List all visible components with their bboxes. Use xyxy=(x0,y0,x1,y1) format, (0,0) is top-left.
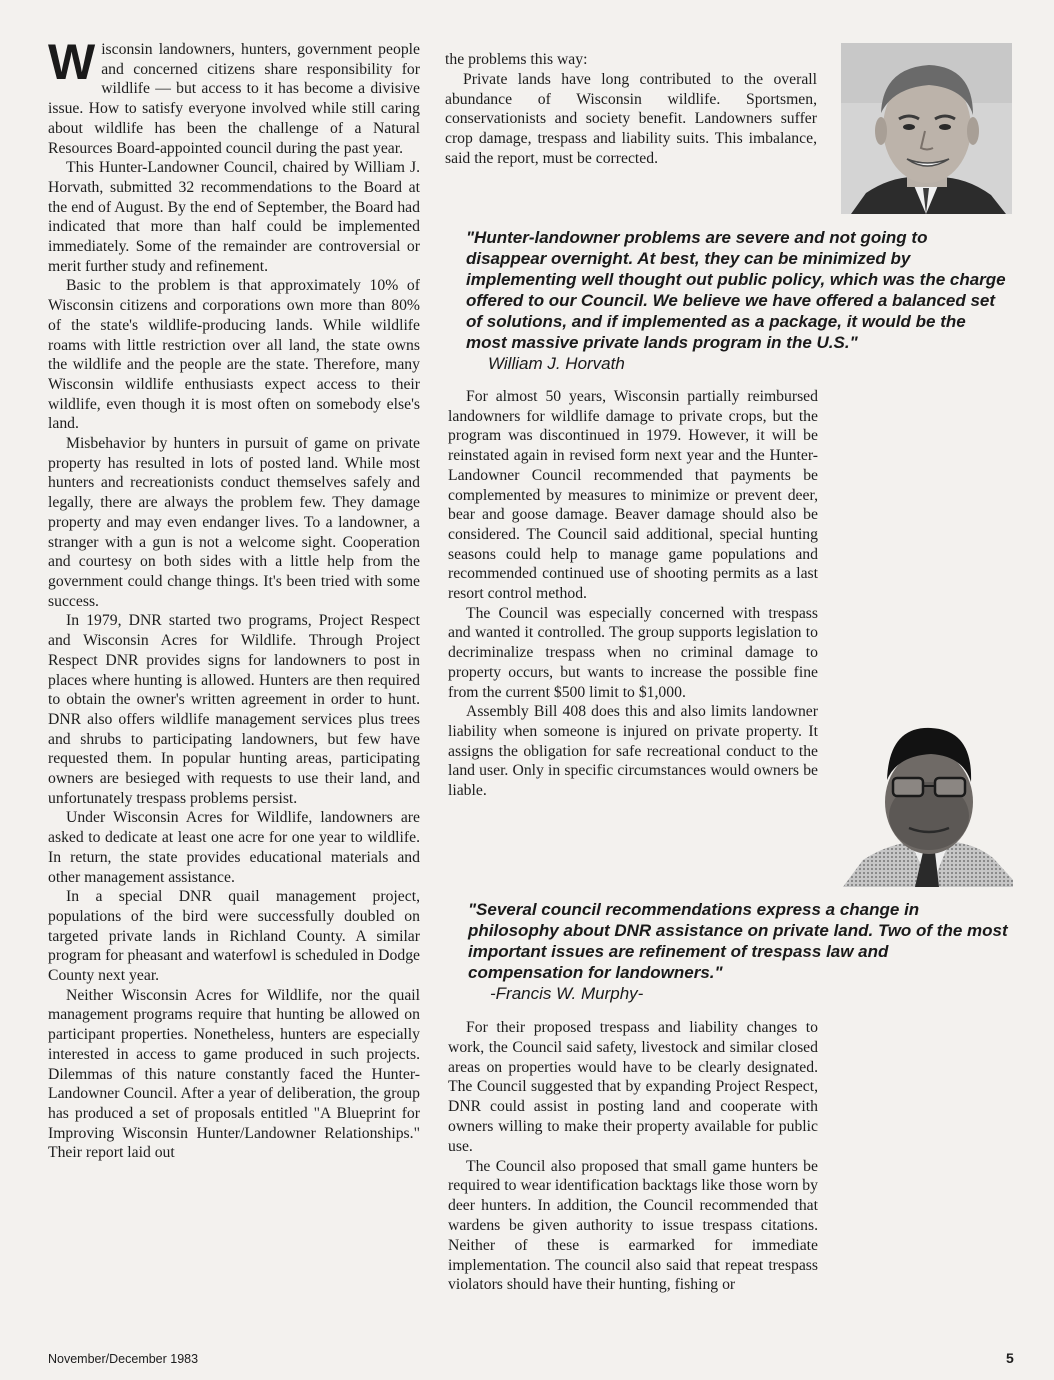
article-paragraph: For almost 50 years, Wisconsin partially reimbursed landowners for wildlife damage to private crops, but the program was discontinued in 1979. However, it will be reinstated again in revised form next year and the Hunter-Landowner Council recommended that payments be complemented by measures to minimize or prevent deer, bear and goose damage. Beaver damage should also be considered. The Council said additional, special hunting seasons could help to manage game populations and recommended continued use of shooting permits as a last resort control method. xyxy=(448,388,818,603)
murphy-portrait xyxy=(843,720,1013,887)
right-column-middle xyxy=(448,387,818,801)
article-paragraph: Under Wisconsin Acres for Wildlife, landowners are asked to dedicate at least one acre for one year to wildlife. In return, the state provides educational materials and other management assistance. xyxy=(48,809,420,886)
article-paragraph: Wisconsin landowners, hunters, government people and concerned citizens share responsibility for wildlife — but access to it has become a divisive issue. How to satisfy everyone involved while still caring about wildlife has been the challenge of a Natural Resources Board-appointed council during the past year. xyxy=(48,34,420,157)
article-paragraph: Neither Wisconsin Acres for Wildlife, nor the quail management programs require that hunting be allowed on participant properties. Nonetheless, hunters are especially interested in access to game produced in such projects. Dilemmas of this nature constantly faced the Hunter-Landowner Council. After a year of deliberation, the group has produced a set of proposals entitled "A Blueprint for Improving Wisconsin Hunter/Landowner Relationships." Their report laid out xyxy=(48,986,420,1162)
pull-quote-attribution: -Francis W. Murphy- xyxy=(490,984,644,1003)
article-paragraph: This Hunter-Landowner Council, chaired by William J. Horvath, submitted 32 recommendations to the Board at the end of August. By the end of September, the Board had indicated that more than half could be implemented immediately. Some of the remainder are controversial or merit further study and refinement. xyxy=(48,159,420,275)
pull-quote-text: "Several council recommendations express a change in philosophy about DNR assistance on private land. Two of the most important issues are refinement of trespass law and compensation for landowners." xyxy=(468,900,1008,982)
pull-quote-attribution: William J. Horvath xyxy=(488,354,625,373)
issue-date: November/December 1983 xyxy=(48,1352,199,1366)
page-number: 5 xyxy=(1006,1350,1014,1366)
article-paragraph: The Council also proposed that small game hunters be required to wear identification backtags like those worn by deer hunters. In addition, the Council recommended that wardens be given authority to issue trespass citations. Neither of these is earmarked for immediate implementation. The council also said that repeat trespass violators should have their hunting, fishing or xyxy=(448,1157,818,1294)
article-paragraph: Assembly Bill 408 does this and also limits landowner liability when someone is injured on private property. It assigns the obligation for safe recreational conduct to the land user. Only in specific circumstances would owners be liable. xyxy=(448,703,818,800)
article-paragraph: Private lands have long contributed to the overall abundance of Wisconsin wildlife. Sportsmen, conservationists and society benefit. Landowners suffer crop damage, trespass and liability suits. This imbalance, said the report, must be corrected. xyxy=(445,70,817,167)
right-column-top xyxy=(445,50,817,169)
pull-quote-text: "Hunter-landowner problems are severe and not going to disappear overnight. At best, they can be minimized by implementing well thought out public policy, which was the charge offered to our Council. We believe we have offered a balanced set of solutions, and if implemented as a package, it would be the most massive private lands program in the U.S." xyxy=(466,228,1006,352)
dropcap: W xyxy=(48,34,96,90)
article-paragraph: In a special DNR quail management project, populations of the bird were successfully doubled on targeted private lands in Richland County. A similar program for pheasant and waterfowl is scheduled in Dodge County next year. xyxy=(48,888,420,985)
pull-quote-horvath xyxy=(466,227,1006,374)
portrait-photo-icon xyxy=(841,43,1012,214)
article-paragraph: the problems this way: xyxy=(445,51,588,68)
article-paragraph: In 1979, DNR started two programs, Project Respect and Wisconsin Acres for Wildlife. Through Project Respect DNR provides signs for landowners to post in places where hunting is allowed. Hunters are then required to obtain the owner's written agreement in order to hunt. DNR also offers wildlife management services plus trees and shrubs to participating landowners, but few have requested them. In popular hunting areas, participating owners are besieged with requests to use their land, and unfortunately trespass problems persist. xyxy=(48,612,420,807)
left-column xyxy=(48,34,420,1163)
article-paragraph: Basic to the problem is that approximately 10% of Wisconsin citizens and corporations own more than 80% of the state's wildlife-producing lands. While wildlife roams with little restriction over all land, the state owns the wildlife and the people are the state. Therefore, many Wisconsin wildlife enthusiasts expect access to their wildlife, even though it is most often on somebody else's land. xyxy=(48,277,420,433)
article-paragraph: The Council was especially concerned with trespass and wanted it controlled. The group supports legislation to decriminalize trespass when no criminal damage to property occurs, but wants to increase the possible fine from the current $500 limit to $1,000. xyxy=(448,604,818,701)
horvath-portrait xyxy=(841,43,1012,214)
article-paragraph: Misbehavior by hunters in pursuit of game on private property has resulted in lots of posted land. While most hunters and recreationists conduct themselves safely and legally, there are always the problem few. They damage property and may even endanger lives. To a landowner, a stranger with a gun is not a welcome sight. Cooperation and courtesy on both sides with a little help from the government could change things. It's been tried with some success. xyxy=(48,435,420,610)
article-paragraph: For their proposed trespass and liability changes to work, the Council said safety, livestock and similar closed areas on properties would have to be clearly designated. The Council suggested that by expanding Project Respect, DNR could assist in posting land and cooperate with owners willing to make their property available for public use. xyxy=(448,1019,818,1155)
portrait-photo-icon xyxy=(843,720,1013,887)
pull-quote-murphy xyxy=(468,899,1008,1004)
right-column-bottom xyxy=(448,1018,818,1295)
